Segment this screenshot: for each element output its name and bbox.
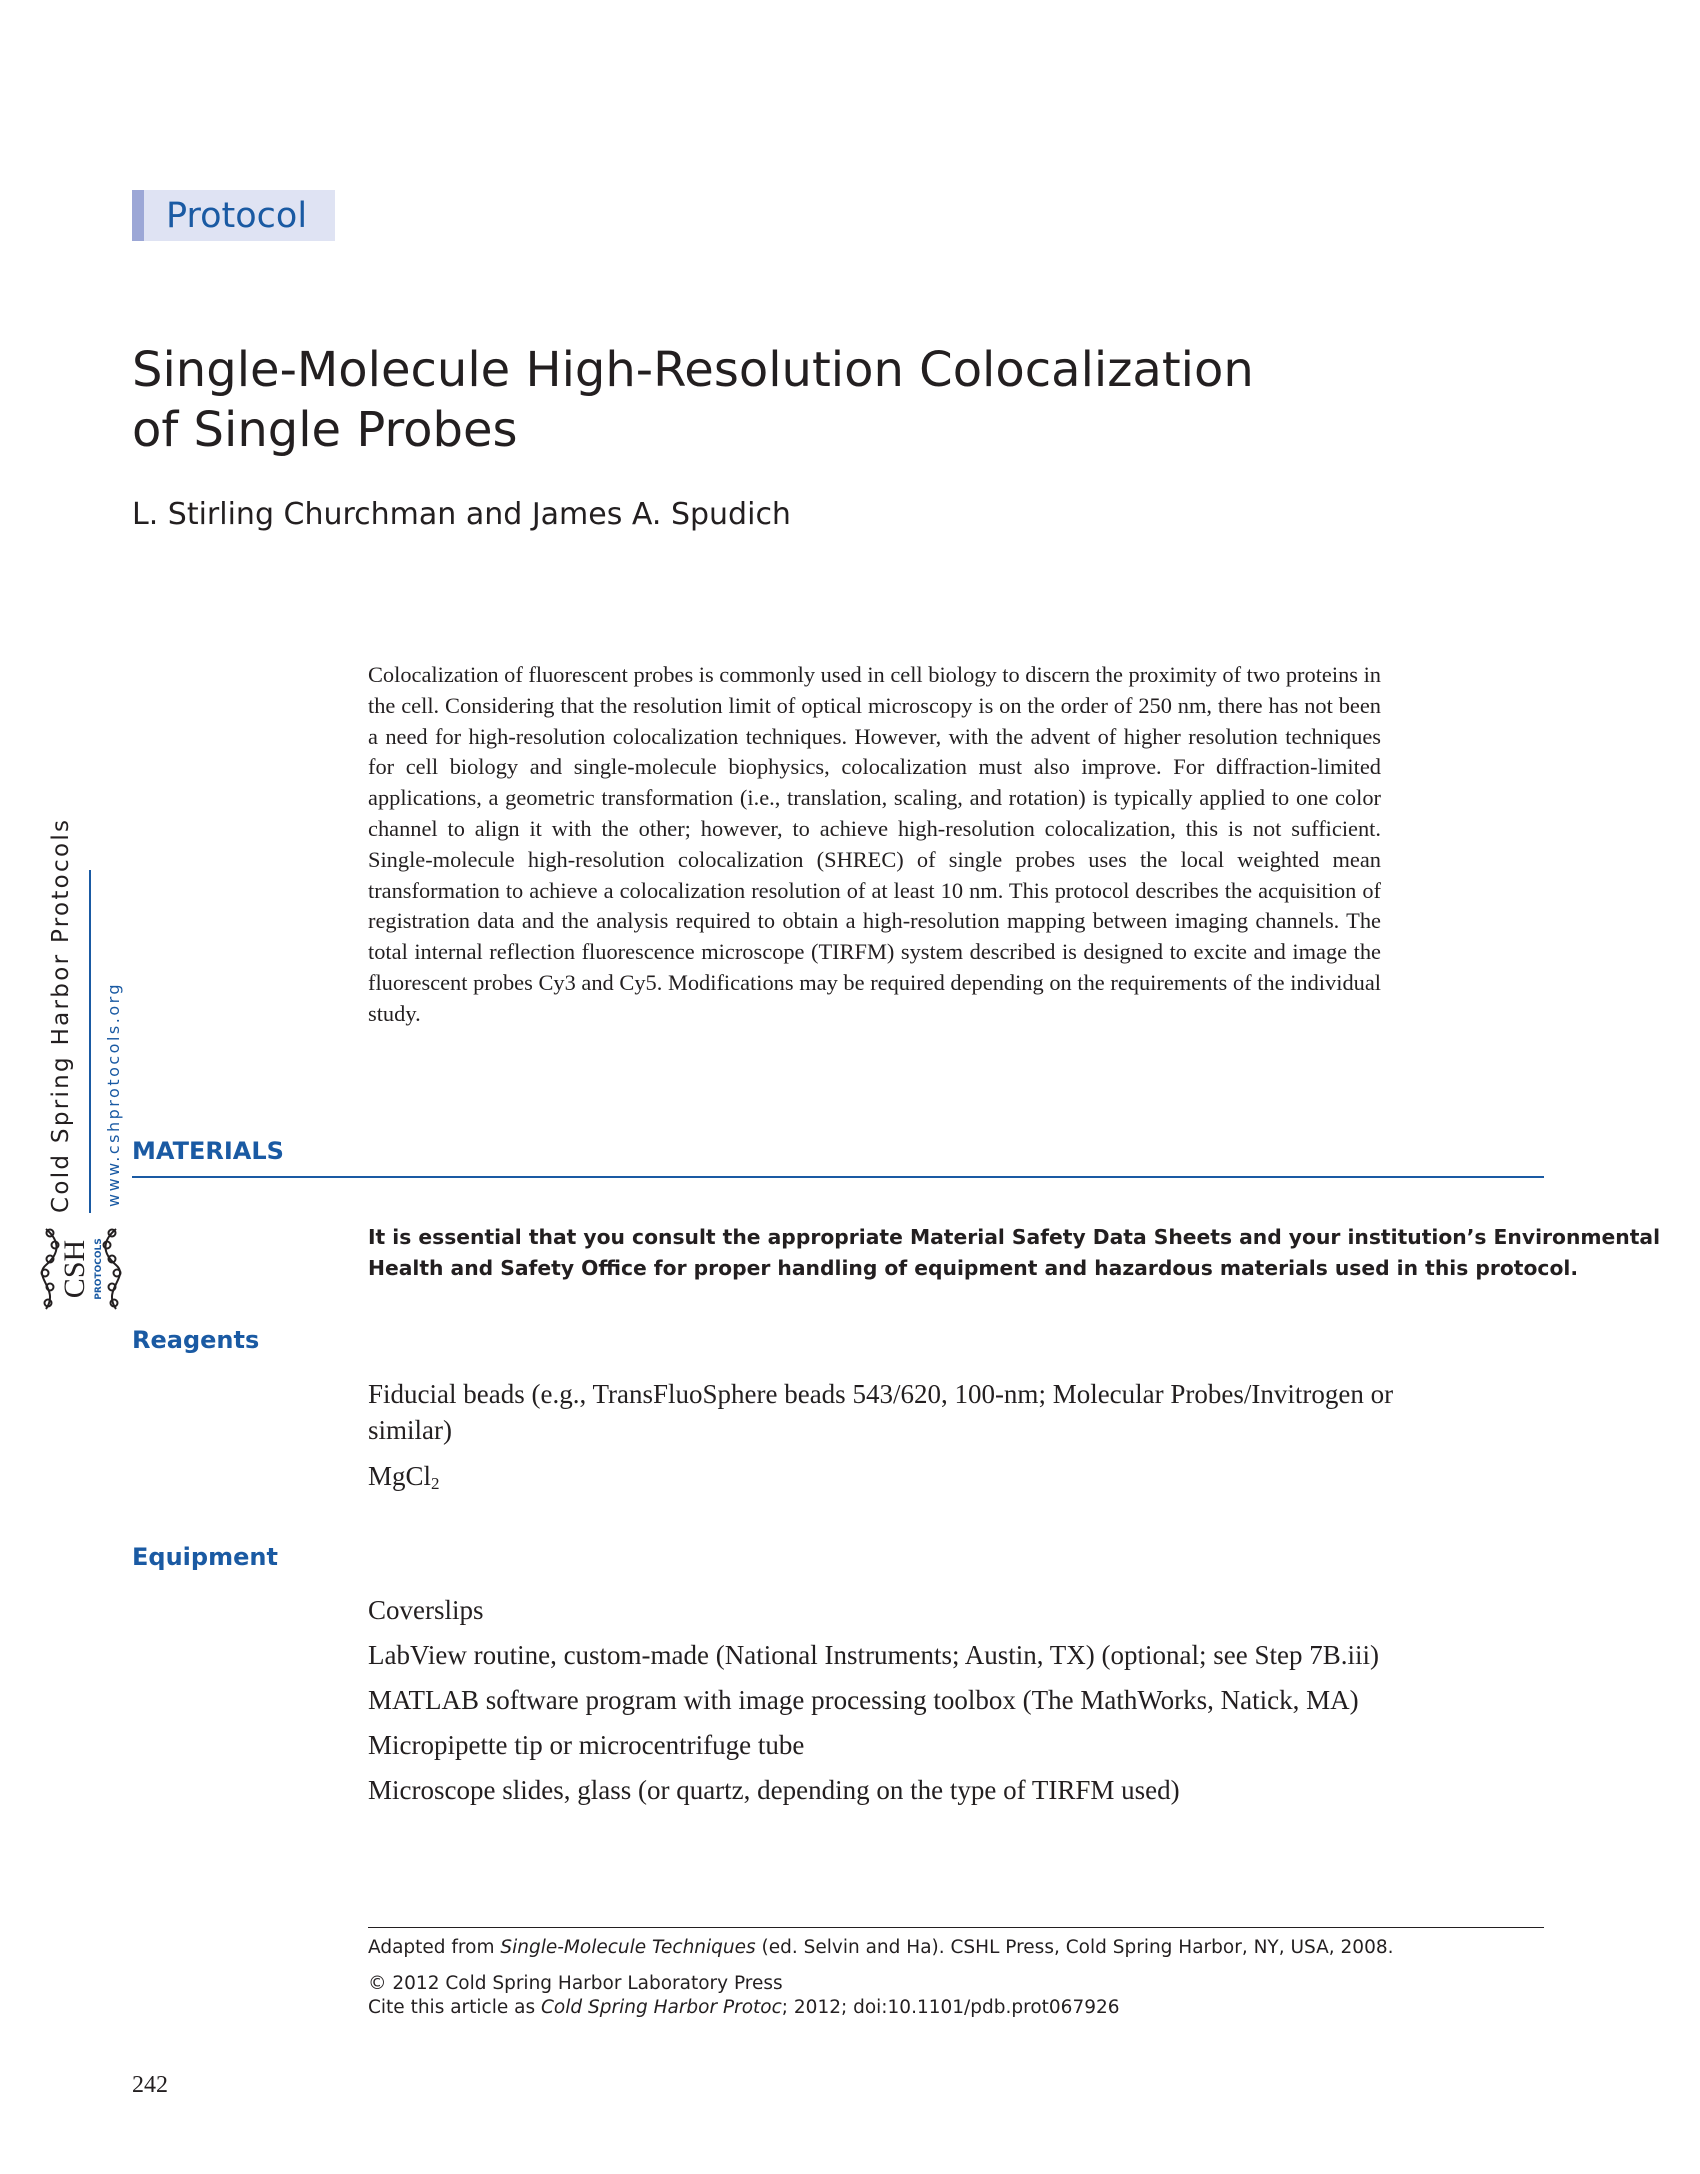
reagent-line: Fiducial beads (e.g., TransFluoSphere beads 543/620, 100-nm; Molecular Probes/Invitrogen or <box>368 1379 1394 1409</box>
csh-protocols-logo-icon <box>38 1223 124 1315</box>
citation <box>368 1996 1544 2020</box>
list-item: Coverslips <box>368 1595 484 1625</box>
adapted-suffix: (ed. Selvin and Ha). CSHL Press, Cold Spring Harbor, NY, USA, 2008. <box>755 1937 1394 1958</box>
protocol-tag <box>132 190 335 241</box>
safety-note-line-1: It is essential that you consult the appropriate Material Safety Data Sheets and your institution’s Environmental <box>368 1225 1661 1249</box>
spine-divider <box>89 870 91 1213</box>
reagents-heading: Reagents <box>132 1326 260 1354</box>
cite-journal: Cold Spring Harbor Protoc <box>540 1997 782 2018</box>
logo-subtext: PROTOCOLS <box>94 1238 104 1300</box>
materials-divider <box>132 1176 1544 1178</box>
adapted-from <box>368 1936 1544 1960</box>
safety-note-line-2: Health and Safety Office for proper handling of equipment and hazardous materials used in this protocol. <box>368 1256 1579 1280</box>
cite-suffix: ; 2012; doi:10.1101/pdb.prot067926 <box>781 1997 1120 2018</box>
list-item: MATLAB software program with image processing toolbox (The MathWorks, Natick, MA) <box>368 1685 1359 1715</box>
copyright: © 2012 Cold Spring Harbor Laboratory Press <box>368 1973 783 1994</box>
title-line-2: of Single Probes <box>132 402 518 458</box>
reagent-line-continuation: similar) <box>368 1415 452 1445</box>
reagent-name: MgCl <box>368 1461 432 1491</box>
authors: L. Stirling Churchman and James A. Spudich <box>132 497 791 532</box>
title-line-1: Single-Molecule High-Resolution Colocalization <box>132 342 1254 398</box>
abstract: Colocalization of fluorescent probes is commonly used in cell biology to discern the proximity of two proteins in the cell. Considering that the resolution limit of optical microscopy is on the order of 250 nm, there has not been a need for high-resolution colocalization techniques. However, with the advent of higher resolution techniques for cell biology and single-molecule biophysics, colocalization must also improve. For diffraction-limited applications, a geometric transformation (i.e., translation, scaling, and rotation) is typically applied to one color channel to align it with the other; however, to achieve high-resolution colocalization, this is not sufficient. Single-molecule high-resolution colocalization (SHREC) of single probes uses the local weighted mean transformation to achieve a colocalization resolution of at least 10 nm. This protocol describes the acquisition of registration data and the analysis required to obtain a high-resolution mapping between imaging channels. The total internal reflection fluorescence microscope (TIRFM) system described is designed to excite and image the fluorescent probes Cy3 and Cy5. Modifications may be required depending on the requirements of the individual study. <box>368 662 1381 1026</box>
reagent-subscript: 2 <box>431 1474 440 1493</box>
protocol-tag-label: Protocol <box>166 196 308 236</box>
list-item <box>368 1376 1548 1448</box>
article-title <box>132 340 1332 460</box>
adapted-source-title: Single-Molecule Techniques <box>500 1937 756 1958</box>
list-item: Micropipette tip or microcentrifuge tube <box>368 1730 805 1760</box>
cite-prefix: Cite this article as <box>368 1997 541 2018</box>
list-item: Microscope slides, glass (or quartz, depending on the type of TIRFM used) <box>368 1775 1180 1805</box>
list-item: LabView routine, custom-made (National Instruments; Austin, TX) (optional; see Step 7B.iii) <box>368 1640 1379 1670</box>
page-number: 242 <box>132 2072 168 2098</box>
logo-text: CSH <box>58 1239 91 1299</box>
safety-note <box>368 1222 1661 1284</box>
list-item <box>368 1458 1548 1494</box>
adapted-prefix: Adapted from <box>368 1937 501 1958</box>
reagents-list <box>368 1376 1548 1494</box>
footer-divider <box>368 1927 1544 1928</box>
equipment-list <box>368 1592 1548 1808</box>
spine-journal-title: Cold Spring Harbor Protocols <box>48 817 74 1213</box>
protocol-tag-bar <box>132 190 144 241</box>
spine-url[interactable]: www.cshprotocols.org <box>104 981 123 1207</box>
equipment-heading: Equipment <box>132 1543 278 1571</box>
materials-heading: MATERIALS <box>132 1137 284 1165</box>
footer <box>368 1936 1544 2020</box>
